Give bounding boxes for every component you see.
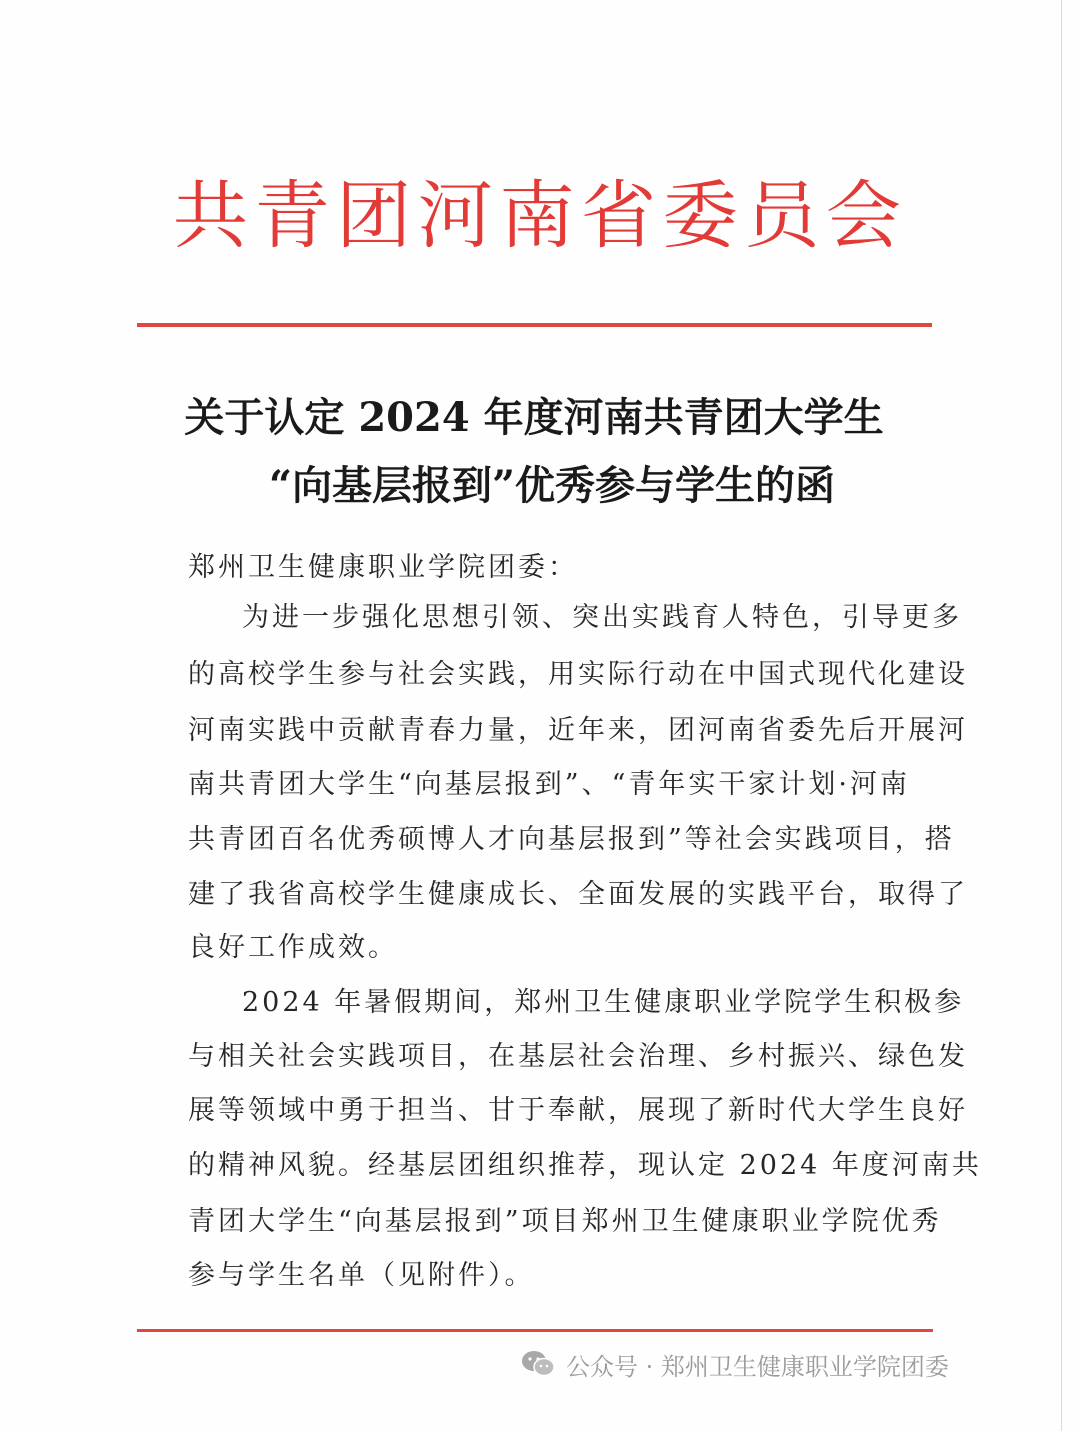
- body-line: 良好工作成效。: [188, 932, 398, 963]
- organization-header: 共青团河南省委员会: [172, 173, 908, 259]
- document-title-line-2: “向基层报到”优秀参与学生的函: [268, 462, 835, 509]
- watermark: [520, 1342, 949, 1386]
- salutation: 郑州卫生健康职业学院团委：: [188, 552, 578, 583]
- document-title-line-1: 关于认定 2024 年度河南共青团大学生: [184, 394, 884, 441]
- body-line: 建了我省高校学生健康成长、全面发展的实践平台，取得了: [188, 879, 968, 910]
- body-line: 的高校学生参与社会实践，用实际行动在中国式现代化建设: [188, 659, 968, 690]
- body-line: 展等领域中勇于担当、甘于奉献，展现了新时代大学生良好: [188, 1095, 968, 1126]
- footer-divider: [137, 1329, 933, 1332]
- body-line: 南共青团大学生“向基层报到”、“青年实干家计划·河南: [188, 769, 910, 800]
- body-line: 共青团百名优秀硕博人才向基层报到”等社会实践项目，搭: [188, 824, 955, 855]
- body-line: 河南实践中贡献青春力量，近年来，团河南省委先后开展河: [188, 715, 968, 746]
- watermark-text: 公众号 · 郑州卫生健康职业学院团委: [566, 1352, 949, 1381]
- body-line: 与相关社会实践项目，在基层社会治理、乡村振兴、绿色发: [188, 1041, 968, 1072]
- wechat-icon: [520, 1349, 556, 1379]
- body-line: 为进一步强化思想引领、突出实践育人特色，引导更多: [242, 602, 962, 633]
- body-line: 2024 年暑假期间，郑州卫生健康职业学院学生积极参: [242, 987, 965, 1018]
- body-line: 青团大学生“向基层报到”项目郑州卫生健康职业学院优秀: [188, 1206, 942, 1237]
- body-line: 的精神风貌。经基层团组织推荐，现认定 2024 年度河南共: [188, 1150, 982, 1181]
- header-divider: [137, 323, 932, 327]
- body-line: 参与学生名单（见附件）。: [188, 1260, 535, 1291]
